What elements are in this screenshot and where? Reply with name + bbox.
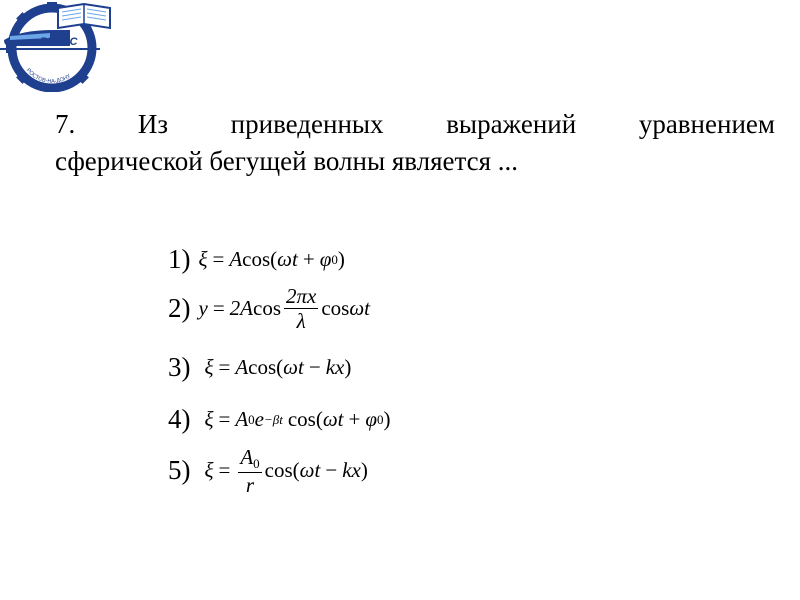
formula-5: ξ = $\frac{A_0}{r}$ cos ( ωt − kx )	[204, 445, 368, 497]
formula-3: ξ = A cos ( ωt − kx )	[204, 355, 352, 379]
book-icon	[58, 4, 110, 28]
question-word: приведенных	[230, 109, 384, 139]
fraction: $\frac{A_0}{r}$	[240, 445, 260, 497]
logo-abbr: РГУПС	[40, 36, 78, 48]
university-logo	[0, 0, 112, 92]
answer-option-5[interactable]	[168, 446, 368, 496]
fraction: $\frac{2\pi x}{\lambda}$	[286, 284, 317, 334]
question-text	[55, 106, 775, 180]
answer-option-2[interactable]	[168, 285, 370, 332]
question-line-1	[55, 106, 775, 143]
question-word: выражений	[446, 109, 577, 139]
formula-4: ξ = A 0 e −βt cos ( ωt + φ 0 )	[204, 407, 391, 431]
option-number: 4)	[168, 404, 191, 434]
formula-2: y = 2A cos $\frac{2\pi x}{\lambda}$ cos ωt	[198, 284, 371, 334]
question-word: уравнением	[638, 109, 775, 139]
option-number: 3)	[168, 352, 191, 382]
question-word: Из	[137, 109, 169, 139]
option-number: 5)	[168, 455, 191, 486]
answer-option-1[interactable]	[168, 244, 345, 275]
option-number: 1)	[168, 244, 191, 274]
answer-option-4[interactable]	[168, 404, 391, 435]
option-number: 2)	[168, 293, 191, 324]
question-word: 7.	[55, 109, 76, 139]
question-line-2: сферической бегущей волны является ...	[55, 146, 519, 176]
logo-ring-text: РОСТОВ-НА-ДОНУ	[24, 67, 72, 85]
formula-1: ξ = A cos ( ωt + φ 0 )	[198, 247, 345, 271]
answer-option-3[interactable]	[168, 352, 351, 383]
